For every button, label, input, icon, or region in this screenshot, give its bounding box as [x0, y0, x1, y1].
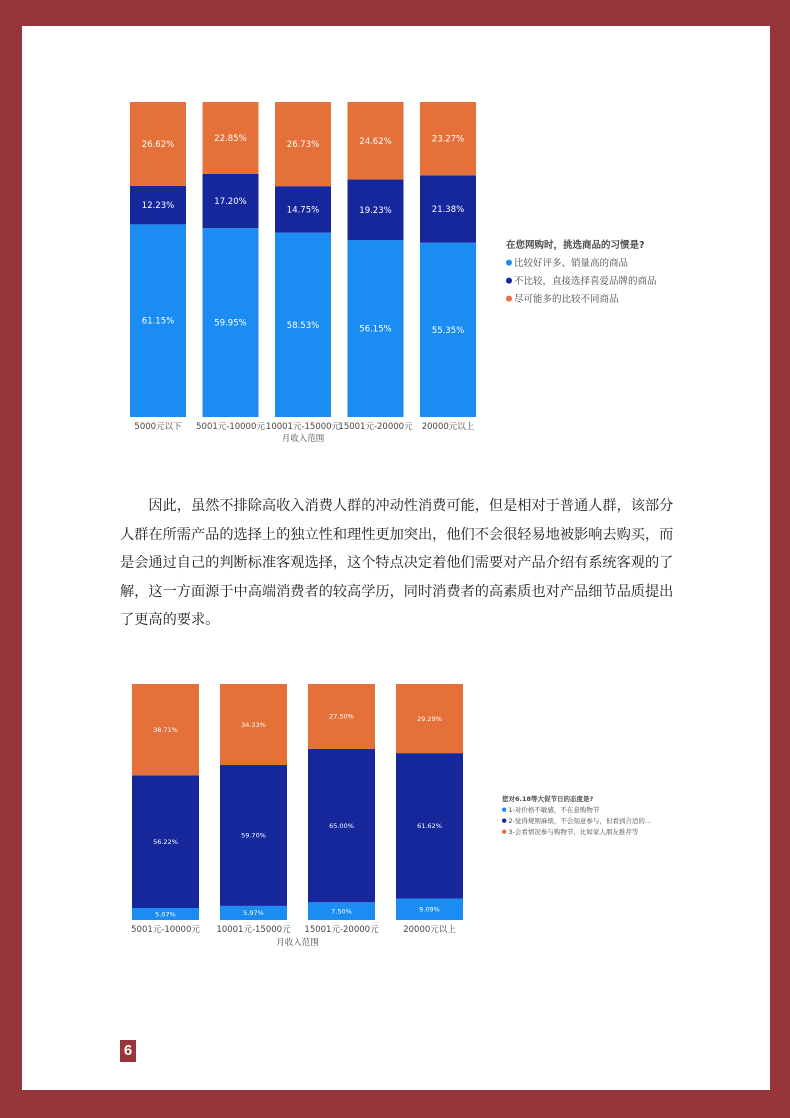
data-label: 17.20% [214, 197, 247, 208]
x-tick-label: 10001元-15000元 [216, 925, 291, 935]
data-label: 22.85% [214, 133, 247, 144]
data-label: 26.73% [286, 140, 320, 151]
legend-entry: 2-觉得规则麻烦，不会刻意参与，但看到合适的... [508, 817, 652, 825]
chart-1 [22, 26, 770, 456]
data-label: 56.22% [153, 837, 178, 846]
x-tick-label: 5001元-10000元 [131, 925, 200, 935]
legend-marker [502, 819, 506, 823]
x-tick-label: 15001元-20000元 [338, 422, 413, 432]
x-axis-label: 月收入范围 [281, 434, 325, 444]
data-label: 59.70% [241, 831, 266, 840]
legend-marker [502, 808, 506, 812]
data-label: 26.62% [141, 139, 175, 150]
legend-entry: 3-会看情况参与购物节，比如家人朋友推荐等 [508, 828, 639, 836]
data-label: 34.33% [241, 720, 266, 729]
x-tick-label: 20000元以上 [421, 422, 475, 432]
data-label: 65.00% [329, 821, 354, 830]
data-label: 38.71% [153, 725, 178, 734]
data-label: 9.09% [419, 905, 440, 914]
data-label: 23.27% [431, 134, 465, 145]
legend-entry: 1-对价格不敏感，不在意购物节 [508, 806, 600, 814]
x-tick-label: 15001元-20000元 [304, 925, 379, 935]
legend-entry: 比较好评多、销量高的商品 [514, 258, 629, 269]
x-tick-label: 5001元-10000元 [196, 422, 265, 432]
legend-marker [502, 830, 506, 834]
x-tick-label: 5000元以下 [134, 422, 182, 432]
data-label: 61.62% [417, 822, 442, 831]
data-label: 12.23% [141, 201, 175, 212]
data-label: 61.15% [141, 316, 175, 327]
legend-marker [506, 260, 512, 266]
chart-2 [22, 670, 770, 970]
x-tick-label: 10001元-15000元 [265, 422, 341, 432]
data-label: 14.75% [286, 205, 320, 216]
data-label: 56.15% [359, 324, 392, 335]
data-label: 58.53% [286, 320, 320, 331]
legend-entry: 尽可能多的比较不同商品 [514, 294, 619, 305]
document-page [22, 26, 770, 1090]
legend-title: 在您网购时，挑选商品的习惯是? [506, 240, 645, 251]
data-label: 55.35% [431, 325, 465, 336]
data-label: 29.29% [417, 714, 442, 723]
data-label: 5.07% [155, 910, 176, 919]
data-label: 24.62% [359, 136, 392, 147]
legend-marker [506, 278, 512, 284]
data-label: 7.50% [331, 907, 352, 916]
data-label: 21.38% [431, 204, 465, 215]
x-axis-label: 月收入范围 [276, 938, 319, 948]
legend-title: 您对6.18等大促节日的态度是? [502, 795, 594, 803]
x-tick-label: 20000元以上 [403, 925, 456, 935]
data-label: 19.23% [359, 205, 392, 216]
data-label: 5.97% [243, 909, 264, 918]
page-number: 6 [120, 1040, 136, 1062]
data-label: 59.95% [214, 318, 247, 329]
body-paragraph: 因此，虽然不排除高收入消费人群的冲动性消费可能，但是相对于普通人群，该部分人群在所需产品的选择上的独立性和理性更加突出，他们不会很轻易地被影响去购买，而是会通过自己的判断标准客观选择，这个特点决定着他们需要对产品介绍有系统客观的了解，这一方面源于中高端消费者的较高学历，同时消费者的高素质也对产品细节品质提出了更高的要求。 [120, 498, 674, 629]
legend-entry: 不比较，直接选择喜爱品牌的商品 [514, 276, 657, 287]
data-label: 27.50% [329, 712, 354, 721]
legend-marker [506, 296, 512, 302]
